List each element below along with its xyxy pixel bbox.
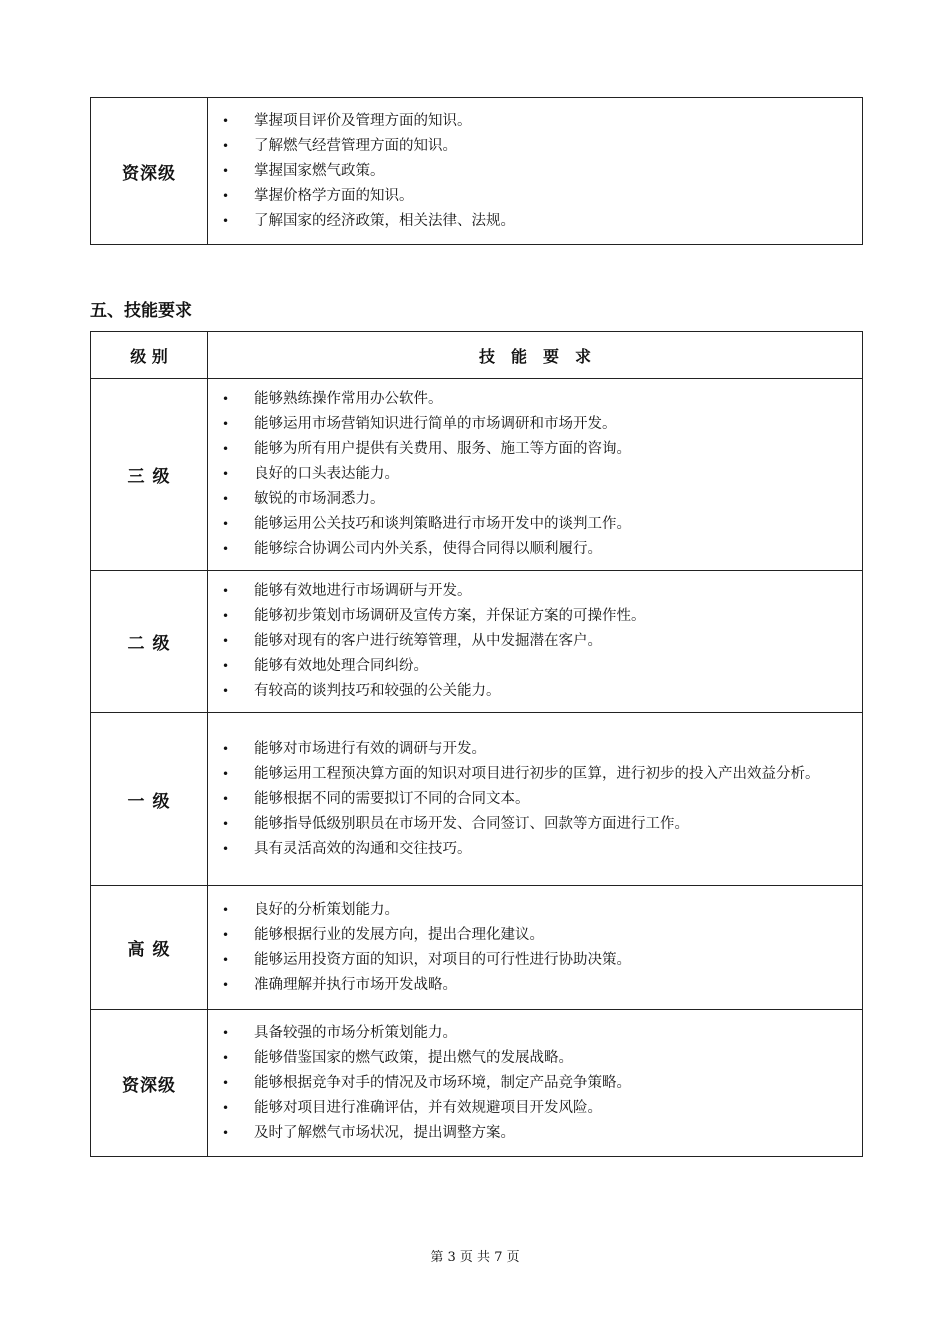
level-cell: 高 级 — [91, 886, 208, 1010]
list-item: • 能够有效地处理合同纠纷。 — [222, 654, 854, 679]
level-cell: 一 级 — [91, 713, 208, 886]
list-item: • 能够运用公关技巧和谈判策略进行市场开发中的谈判工作。 — [222, 512, 854, 537]
requirements-list — [222, 387, 854, 562]
table-row — [91, 713, 863, 886]
list-item: • 准确理解并执行市场开发战略。 — [222, 973, 854, 998]
list-item: • 掌握项目评价及管理方面的知识。 — [222, 109, 854, 134]
requirements-list — [222, 579, 854, 704]
table-row — [91, 379, 863, 571]
table-row — [91, 1010, 863, 1157]
requirements-cell — [208, 886, 863, 1010]
knowledge-table-continued — [90, 97, 863, 245]
requirements-cell — [208, 98, 863, 245]
table-header-row — [91, 332, 863, 379]
list-item: • 能够有效地进行市场调研与开发。 — [222, 579, 854, 604]
requirements-cell — [208, 571, 863, 713]
list-item: • 良好的口头表达能力。 — [222, 462, 854, 487]
section-title: 五、技能要求 — [90, 301, 192, 321]
requirements-list — [222, 109, 854, 234]
list-item: • 能够运用市场营销知识进行简单的市场调研和市场开发。 — [222, 412, 854, 437]
list-item: • 掌握价格学方面的知识。 — [222, 184, 854, 209]
requirements-list — [222, 737, 854, 862]
list-item: • 能够对项目进行准确评估，并有效规避项目开发风险。 — [222, 1096, 854, 1121]
table-row — [91, 886, 863, 1010]
list-item: • 能够对现有的客户进行统筹管理，从中发掘潜在客户。 — [222, 629, 854, 654]
list-item: • 掌握国家燃气政策。 — [222, 159, 854, 184]
list-item: • 能够根据行业的发展方向，提出合理化建议。 — [222, 923, 854, 948]
list-item: • 具有灵活高效的沟通和交往技巧。 — [222, 837, 854, 862]
list-item: • 能够根据竞争对手的情况及市场环境，制定产品竞争策略。 — [222, 1071, 854, 1096]
list-item: • 良好的分析策划能力。 — [222, 898, 854, 923]
level-cell: 资深级 — [91, 98, 208, 245]
list-item: • 了解燃气经营管理方面的知识。 — [222, 134, 854, 159]
list-item: • 能够熟练操作常用办公软件。 — [222, 387, 854, 412]
table-row — [91, 98, 863, 245]
requirements-list — [222, 1021, 854, 1146]
list-item: • 能够综合协调公司内外关系，使得合同得以顺利履行。 — [222, 537, 854, 562]
requirements-cell — [208, 1010, 863, 1157]
page-footer: 第 3 页 共 7 页 — [430, 1250, 520, 1265]
list-item: • 能够运用工程预决算方面的知识对项目进行初步的匡算，进行初步的投入产出效益分析。 — [222, 762, 854, 787]
list-item: • 能够初步策划市场调研及宣传方案，并保证方案的可操作性。 — [222, 604, 854, 629]
level-cell: 二 级 — [91, 571, 208, 713]
level-cell: 资深级 — [91, 1010, 208, 1157]
table-row — [91, 571, 863, 713]
list-item: • 能够运用投资方面的知识，对项目的可行性进行协助决策。 — [222, 948, 854, 973]
list-item: • 能够为所有用户提供有关费用、服务、施工等方面的咨询。 — [222, 437, 854, 462]
list-item: • 能够借鉴国家的燃气政策，提出燃气的发展战略。 — [222, 1046, 854, 1071]
list-item: • 敏锐的市场洞悉力。 — [222, 487, 854, 512]
header-level: 级 别 — [91, 332, 208, 379]
level-cell: 三 级 — [91, 379, 208, 571]
skills-table — [90, 331, 863, 1157]
list-item: • 及时了解燃气市场状况，提出调整方案。 — [222, 1121, 854, 1146]
list-item: • 能够对市场进行有效的调研与开发。 — [222, 737, 854, 762]
list-item: • 了解国家的经济政策，相关法律、法规。 — [222, 209, 854, 234]
requirements-list — [222, 898, 854, 998]
list-item: • 能够指导低级别职员在市场开发、合同签订、回款等方面进行工作。 — [222, 812, 854, 837]
list-item: • 具备较强的市场分析策划能力。 — [222, 1021, 854, 1046]
requirements-cell — [208, 713, 863, 886]
list-item: • 有较高的谈判技巧和较强的公关能力。 — [222, 679, 854, 704]
header-requirements: 技 能 要 求 — [208, 332, 863, 379]
requirements-cell — [208, 379, 863, 571]
list-item: • 能够根据不同的需要拟订不同的合同文本。 — [222, 787, 854, 812]
